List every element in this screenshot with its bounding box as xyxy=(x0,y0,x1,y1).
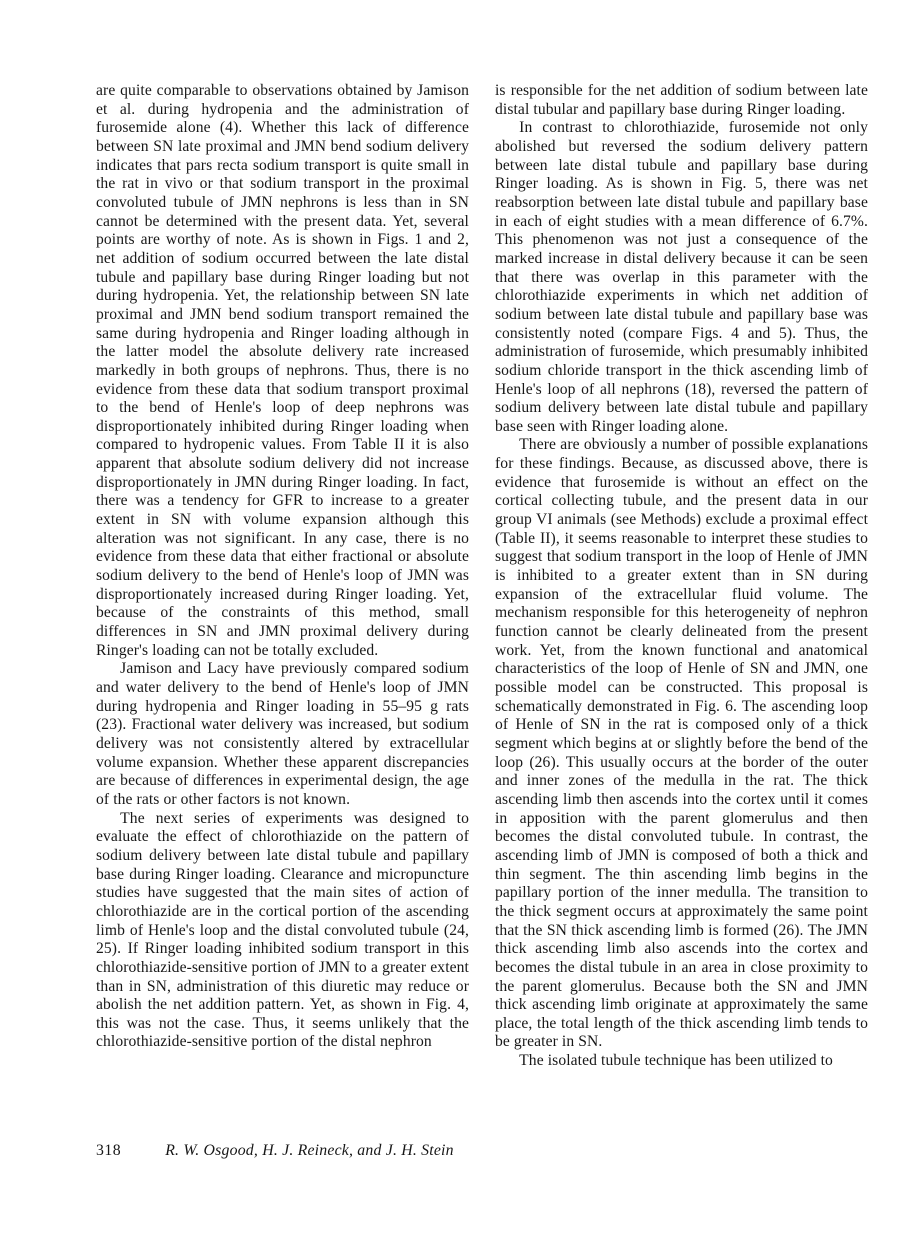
two-column-text-body xyxy=(96,82,869,1071)
page-number: 318 xyxy=(96,1142,122,1159)
paragraph: The next series of experiments was designed to evaluate the effect of chlorothiazide on the pattern of sodium delivery between late distal tubule and papillary base during Ringer loading. Clearance and micropuncture studies have suggested that the main sites of action of chlorothiazide are in the cortical portion of the ascending limb of Henle's loop and the distal convoluted tubule (24, 25). If Ringer loading inhibited sodium transport in this chlorothiazide-sensitive portion of JMN to a greater extent than in SN, administration of this diuretic may reduce or abolish the net addition pattern. Yet, as shown in Fig. 4, this was not the case. Thus, it seems unlikely that the chlorothiazide-sensitive portion of the distal nephron xyxy=(96,809,469,1051)
running-authors: R. W. Osgood, H. J. Reineck, and J. H. Stein xyxy=(165,1142,454,1159)
paragraph: Jamison and Lacy have previously compared sodium and water delivery to the bend of Henle's loop of JMN during hydropenia and Ringer loading in 55–95 g rats (23). Fractional water delivery was increased, but sodium delivery was not consistently altered by extracellular volume expansion. Whether these apparent discrepancies are because of differences in experimental design, the age of the rats or other factors is not known. xyxy=(96,660,469,808)
paragraph: In contrast to chlorothiazide, furosemide not only abolished but reversed the sodium delivery pattern between late distal tubule and papillary base during Ringer loading. As is shown in Fig. 5, there was net reabsorption between late distal tubule and papillary base in each of eight studies with a mean difference of 6.7%. This phenomenon was not just a consequence of the marked increase in distal delivery because it can be seen that there was overlap in this parameter with the chlorothiazide experiments in which net addition of sodium between late distal tubule and papillary base was consistently noted (compare Figs. 4 and 5). Thus, the administration of furosemide, which presumably inhibited sodium chloride transport in the thick ascending limb of Henle's loop of all nephrons (18), reversed the pattern of sodium delivery between late distal tubule and papillary base seen with Ringer loading alone. xyxy=(495,119,868,435)
paragraph: is responsible for the net addition of sodium between late distal tubular and papillary base during Ringer loading. xyxy=(495,82,868,118)
page-footer xyxy=(96,1142,454,1160)
paragraph: are quite comparable to observations obtained by Jamison et al. during hydropenia and the administration of furosemide alone (4). Whether this lack of difference between SN late proximal and JMN bend sodium delivery indicates that pars recta sodium transport is quite small in the rat in vivo or that sodium transport in the proximal convoluted tubule of JMN nephrons is less than in SN cannot be determined with the present data. Yet, several points are worthy of note. As is shown in Figs. 1 and 2, net addition of sodium occurred between the late distal tubule and papillary base during Ringer loading but not during hydropenia. Yet, the relationship between SN late proximal and JMN bend sodium transport remained the same during hydropenia and Ringer loading although in the latter model the absolute delivery rate increased markedly in both groups of nephrons. Thus, there is no evidence from these data that sodium transport proximal to the bend of Henle's loop of deep nephrons was disproportionately inhibited during Ringer loading when compared to hydropenic values. From Table II it is also apparent that absolute sodium delivery did not increase disproportionately in JMN during Ringer loading. In fact, there was a tendency for GFR to increase to a greater extent in SN with volume expansion although this alteration was not significant. In any case, there is no evidence from these data that either fractional or absolute sodium delivery to the bend of Henle's loop of JMN was disproportionately increased during Ringer loading. Yet, because of the constraints of this method, small differences in SN and JMN proximal delivery during Ringer's loading can not be totally excluded. xyxy=(96,82,469,659)
left-column xyxy=(96,82,469,1071)
right-column xyxy=(495,82,868,1071)
paragraph: There are obviously a number of possible explanations for these findings. Because, as discussed above, there is evidence that furosemide is without an effect on the cortical collecting tubule, and the present data in our group VI animals (see Methods) exclude a proximal effect (Table II), it seems reasonable to interpret these studies to suggest that sodium transport in the loop of Henle of JMN is inhibited to a greater extent than in SN during expansion of the extracellular fluid volume. The mechanism responsible for this heterogeneity of nephron function cannot be clearly delineated from the present work. Yet, from the known functional and anatomical characteristics of the loop of Henle of SN and JMN, one possible model can be constructed. This proposal is schematically demonstrated in Fig. 6. The ascending loop of Henle of SN in the rat is composed only of a thick segment which begins at or slightly before the bend of the loop (26). This usually occurs at the border of the outer and inner zones of the medulla in the rat. The thick ascending limb then ascends into the cortex until it comes in apposition with the parent glomerulus and then becomes the distal convoluted tubule. In contrast, the ascending limb of JMN is composed of both a thick and thin segment. The thin ascending limb begins in the papillary portion of the inner medulla. The transition to the thick segment occurs at approximately the same point that the SN thick ascending limb is formed (26). The JMN thick ascending limb also ascends into the cortex and becomes the distal tubule in an area in close proximity to the parent glomerulus. Because both the SN and JMN thick ascending limb originate at approximately the same place, the total length of the thick ascending limb tends to be greater in SN. xyxy=(495,436,868,1051)
paragraph: The isolated tubule technique has been utilized to xyxy=(519,1052,833,1070)
